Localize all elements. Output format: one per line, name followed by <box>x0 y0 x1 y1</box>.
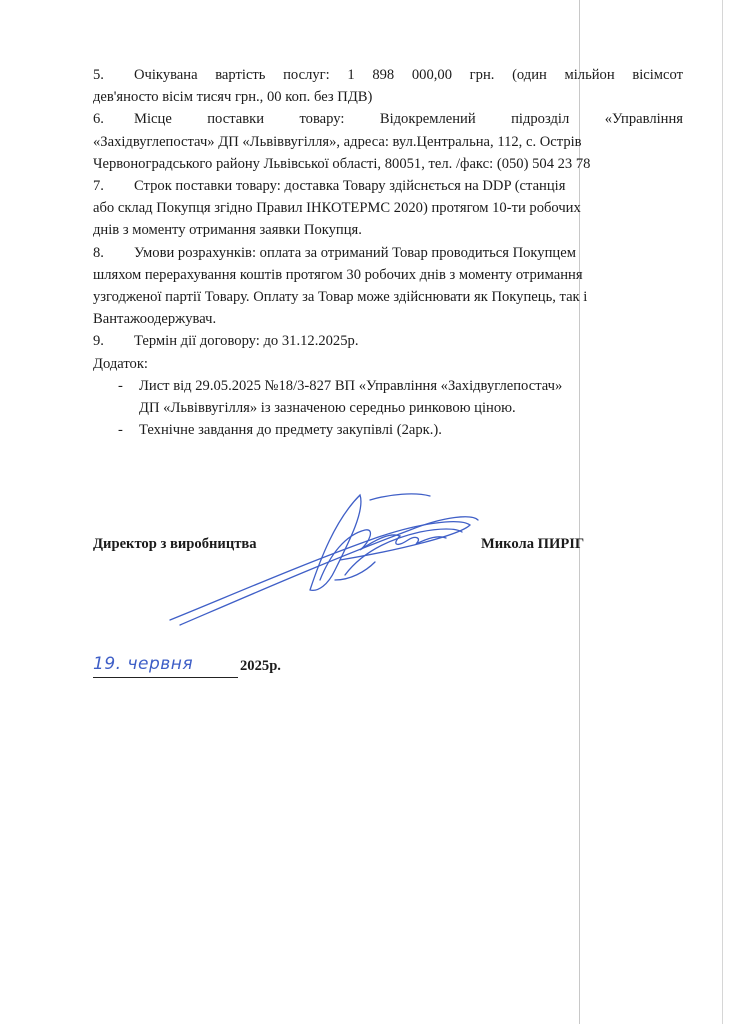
appendix-item <box>93 419 683 441</box>
date-underline <box>93 677 238 678</box>
appendix-line: Технічне завдання до предмету закупівлі (2арк.). <box>139 422 442 439</box>
clause-number: 8. <box>93 244 104 261</box>
clause-line: Червоноградського району Львівської області, 80051, тел. /факс: (050) 504 23 78 <box>93 155 591 172</box>
clause-number: 6. <box>93 111 104 128</box>
clause-line: Термін дії договору: до 31.12.2025р. <box>134 333 359 350</box>
appendix-label: Додаток: <box>93 355 148 372</box>
appendix-line: Лист від 29.05.2025 №18/3-827 ВП «Управління «Західвуглепостач» <box>139 377 563 394</box>
body-text <box>93 64 683 441</box>
scan-edge-line <box>722 0 723 1024</box>
clause-line: дев'яносто вісім тисяч грн., 00 коп. без ПДВ) <box>93 89 373 106</box>
handwritten-signature <box>160 480 490 630</box>
clause-number: 7. <box>93 178 104 195</box>
clause-5 <box>93 64 683 108</box>
clause-line: Місце поставки товару: Відокремлений підрозділ «Управління <box>134 111 683 128</box>
clause-line: Очікувана вартість послуг: 1 898 000,00 грн. (один мільйон вісімсот <box>134 67 683 83</box>
date-year: 2025р. <box>240 658 281 674</box>
clause-line: або склад Покупця згідно Правил ІНКОТЕРМС 2020) протягом 10-ти робочих <box>93 200 581 217</box>
clause-line: Строк поставки товару: доставка Товару здійснється на DDP (станція <box>134 178 566 195</box>
clause-line: узгодженої партії Товару. Оплату за Товар може здійснювати як Покупець, так і <box>93 289 588 306</box>
clause-8 <box>93 242 683 331</box>
bullet-dash: - <box>118 422 123 439</box>
clause-6 <box>93 108 683 175</box>
signatory-name: Микола ПИРІГ <box>481 536 585 552</box>
handwritten-date: 19. червня <box>93 654 194 674</box>
clause-line: шляхом перерахування коштів протягом 30 робочих днів з моменту отримання <box>93 266 583 283</box>
clause-number: 9. <box>93 333 104 350</box>
appendix-line: ДП «Львіввугілля» із зазначеною середньо ринковою ціною. <box>139 400 516 417</box>
clause-9 <box>93 330 683 352</box>
clause-line: «Західвуглепостач» ДП «Львіввугілля», адреса: вул.Центральна, 112, с. Острів <box>93 133 582 150</box>
clause-line: днів з моменту отримання заявки Покупця. <box>93 222 362 239</box>
clause-number: 5. <box>93 67 104 83</box>
clause-line: Умови розрахунків: оплата за отриманий Товар проводиться Покупцем <box>134 244 576 261</box>
appendix-item <box>93 375 683 419</box>
bullet-dash: - <box>118 377 123 394</box>
signatory-title: Директор з виробництва <box>93 536 257 552</box>
clause-line: Вантажоодержувач. <box>93 311 217 328</box>
clause-7 <box>93 175 683 242</box>
